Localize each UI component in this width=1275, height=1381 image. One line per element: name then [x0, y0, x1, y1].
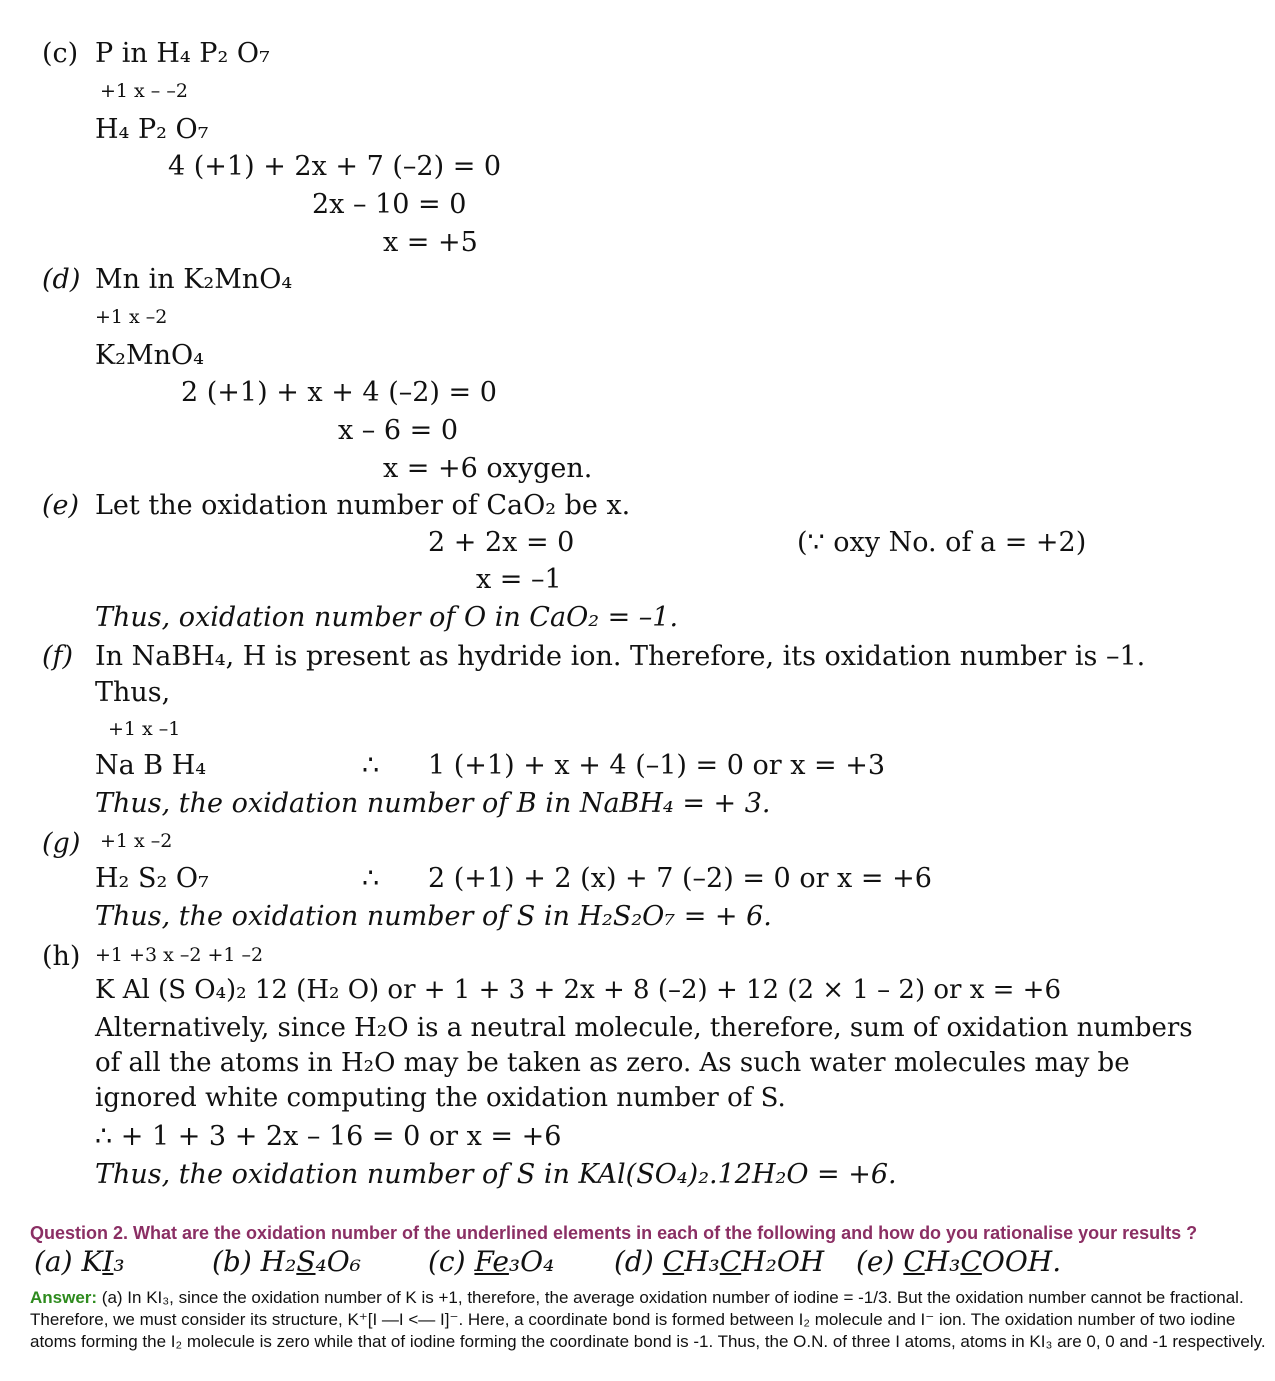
part-c-label: (c) [42, 38, 79, 69]
part-f-oxidation-states: +1 x –1 [108, 718, 181, 740]
part-h-alternative-line-3: ignored white computing the oxidation number of S. [95, 1083, 786, 1113]
part-e-conclusion: Thus, oxidation number of O in CaO₂ = –1. [95, 602, 679, 633]
option-d: (d) CH₃CH₂OH [614, 1245, 825, 1278]
part-g-equation: 2 (+1) + 2 (x) + 7 (–2) = 0 or x = +6 [428, 863, 932, 894]
answer-label: Answer: [30, 1288, 98, 1307]
part-h-label: (h) [42, 941, 81, 972]
part-d-equation-3: x = +6 oxygen. [383, 453, 593, 484]
part-e-equation-1: 2 + 2x = 0 [428, 527, 575, 558]
part-g-formula: H₂ S₂ O₇ [95, 863, 209, 894]
part-c-equation-1: 4 (+1) + 2x + 7 (–2) = 0 [168, 151, 502, 182]
part-e-note: (∵ oxy No. of a = +2) [797, 527, 1087, 558]
part-g-therefore-symbol: ∴ [362, 863, 380, 894]
part-c-formula: H₄ P₂ O₇ [95, 114, 209, 145]
part-f-equation: 1 (+1) + x + 4 (–1) = 0 or x = +3 [428, 750, 886, 781]
part-g-label: (g) [42, 828, 81, 859]
question-2-heading: Question 2. What are the oxidation number of the underlined elements in each of the following and how do you rationalise your results ? [30, 1223, 1198, 1243]
option-b: (b) H₂S₄O₆ [212, 1245, 361, 1278]
part-d-oxidation-states: +1 x –2 [95, 306, 168, 328]
part-h-oxidation-states: +1 +3 x –2 +1 –2 [95, 944, 264, 966]
part-e-label: (e) [42, 490, 80, 521]
option-e: (e) CH₃COOH. [856, 1245, 1062, 1278]
part-f-conclusion: Thus, the oxidation number of B in NaBH₄ = + 3. [95, 788, 771, 819]
part-d-label: (d) [42, 264, 81, 295]
answer-paragraph [30, 1287, 1270, 1353]
part-c-equation-3: x = +5 [383, 227, 478, 258]
part-h-alternative-line-2: of all the atoms in H₂O may be taken as zero. As such water molecules may be [95, 1048, 1130, 1078]
option-a: (a) KI₃ [34, 1245, 125, 1278]
answer-text: (a) In KI₃, since the oxidation number of K is +1, therefore, the average oxidation number of iodine = -1/3. But the oxidation number cannot be fractional. Therefore, we must consider its structure, K⁺[I —I <— I]⁻. Here, a coordinate bond is formed between I₂ molecule and I⁻ ion. The oxidation number of two iodine atoms forming the I₂ molecule is zero while that of iodine forming the coordinate bond is -1. Thus, the O.N. of three I atoms, atoms in KI₃ are 0, 0 and -1 respectively. [30, 1288, 1266, 1351]
option-c: (c) Fe₃O₄ [428, 1245, 555, 1278]
part-c-heading: P in H₄ P₂ O₇ [95, 38, 270, 69]
part-h-equation: ∴ + 1 + 3 + 2x – 16 = 0 or x = +6 [95, 1121, 562, 1152]
part-f-formula: Na B H₄ [95, 750, 207, 781]
part-c-equation-2: 2x – 10 = 0 [312, 189, 467, 220]
part-c-oxidation-states: +1 x – –2 [100, 80, 188, 102]
part-h-conclusion: Thus, the oxidation number of S in KAl(SO₄)₂.12H₂O = +6. [95, 1159, 897, 1190]
part-h-alternative-line-1: Alternatively, since H₂O is a neutral molecule, therefore, sum of oxidation numbers [95, 1013, 1193, 1043]
part-f-heading: In NaBH₄, H is present as hydride ion. Therefore, its oxidation number is –1. [95, 641, 1146, 672]
part-d-formula: K₂MnO₄ [95, 340, 204, 371]
part-f-label: (f) [42, 641, 74, 672]
part-g-conclusion: Thus, the oxidation number of S in H₂S₂O₇ = + 6. [95, 901, 772, 932]
part-f-therefore-symbol: ∴ [362, 750, 380, 781]
part-d-equation-1: 2 (+1) + x + 4 (–2) = 0 [181, 377, 497, 408]
part-f-thus: Thus, [95, 677, 171, 708]
part-d-heading: Mn in K₂MnO₄ [95, 264, 293, 295]
part-d-equation-2: x – 6 = 0 [338, 415, 459, 446]
part-g-oxidation-states: +1 x –2 [100, 830, 173, 852]
part-e-heading: Let the oxidation number of CaO₂ be x. [95, 490, 631, 521]
part-h-formula: K Al (S O₄)₂ 12 (H₂ O) or + 1 + 3 + 2x + 8 (–2) + 12 (2 × 1 – 2) or x = +6 [95, 975, 1062, 1005]
part-e-equation-2: x = –1 [476, 564, 562, 595]
